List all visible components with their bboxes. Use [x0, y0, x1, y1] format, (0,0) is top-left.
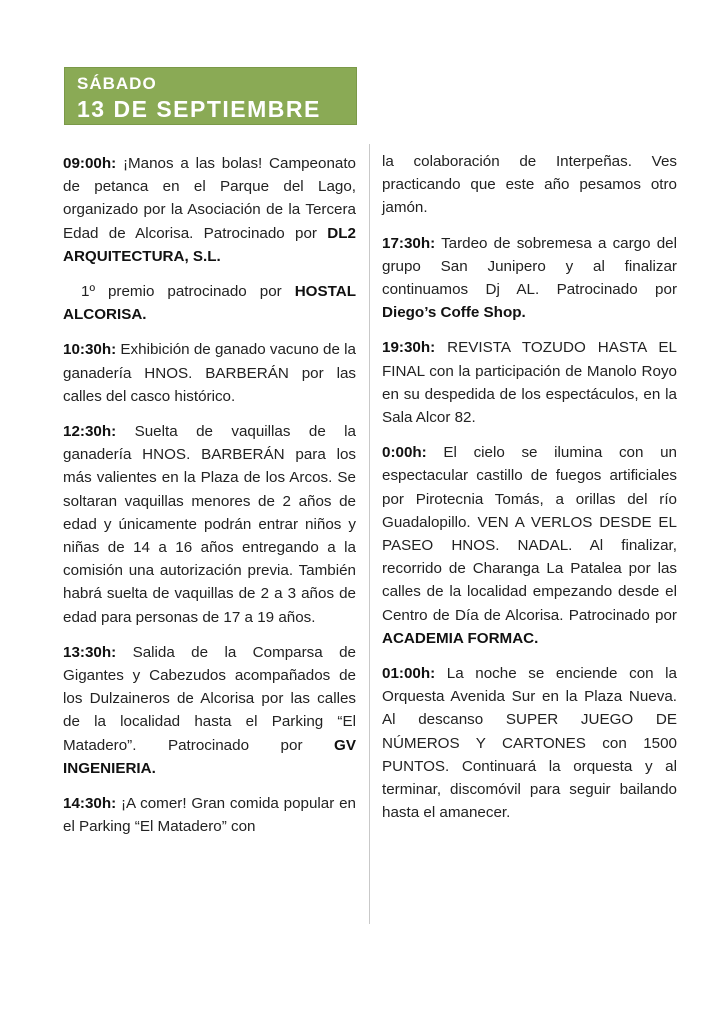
event-0100 — [382, 662, 677, 824]
event-0000 — [382, 441, 677, 650]
event-time: 0:00h: — [382, 444, 427, 462]
event-time: 10:30h: — [63, 341, 117, 359]
event-sponsor: Diego’s Coffe Shop. — [382, 304, 526, 322]
event-prize — [63, 280, 356, 326]
event-text: Salida de la Comparsa de Gigantes y Cabezudos acompañados de los Dulzaineros de Alcorisa por las calles de la localidad hasta el Parking “El Matadero”. Patrocinado por — [63, 643, 356, 754]
event-sponsor: DL2 ARQUITECTURA, S.L. — [63, 224, 356, 265]
event-text: REVISTA TOZUDO HASTA EL FINAL con la participación de Manolo Royo en su despedida de los espectáculos, en la Sala Alcor 82. — [382, 339, 677, 427]
left-column — [63, 152, 356, 850]
event-time: 14:30h: — [63, 795, 117, 813]
event-time: 09:00h: — [63, 155, 117, 172]
event-sponsor: HOSTAL ALCORISA. — [63, 283, 356, 324]
event-time: 17:30h: — [382, 234, 436, 252]
event-text: El cielo se ilumina con un espectacular castillo de fuegos artificiales por Pirotecnia Tomás, a orillas del río Guadalopillo. VEN A VERLOS DESDE EL PASEO HNOS. NADAL. Al finalizar, recorrido de Charanga La Patalea por las calles de la localidad empezando desde el Centro de Día de Alcorisa. Patrocinado por — [382, 444, 677, 624]
event-text: ¡Manos a las bolas! Campeonato de petanca en el Parque del Lago, organizado por la Asociación de la Tercera Edad de Alcorisa. Patrocinado por — [63, 155, 356, 242]
event-1230 — [63, 420, 356, 629]
event-sponsor: ACADEMIA FORMAC. — [382, 629, 539, 647]
event-text: Exhibición de ganado vacuno de la ganadería HNOS. BARBERÁN por las calles del casco histórico. — [63, 341, 356, 405]
event-time: 01:00h: — [382, 665, 436, 683]
event-1330 — [63, 641, 356, 780]
column-divider — [369, 144, 370, 924]
event-time: 12:30h: — [63, 423, 117, 441]
event-text: ¡A comer! Gran comida popular en el Parking “El Matadero” con — [63, 795, 356, 836]
event-0900 — [63, 152, 356, 268]
event-1030 — [63, 338, 356, 408]
event-sponsor: GV INGENIERIA. — [63, 736, 356, 777]
date-header — [64, 67, 357, 125]
event-text: Tardeo de sobremesa a cargo del grupo San Junipero y al finalizar continuamos Dj AL. Patrocinado por — [382, 234, 677, 299]
event-time: 19:30h: — [382, 339, 436, 357]
event-text: Suelta de vaquillas de la ganadería HNOS. BARBERÁN para los más valientes en la Plaza de los Arcos. Se soltaran vaquillas menores de 2 años de edad y únicamente podrán entrar niños y niñas de 14 a 16 años entregando a la comisión una autorización previa. También habrá suelta de vaquillas de 2 a 3 años de edad para personas de 17 a 19 años. — [63, 423, 356, 626]
event-1730 — [382, 232, 677, 325]
event-1930 — [382, 336, 677, 429]
event-1430-continued — [382, 150, 677, 220]
day-label: SÁBADO — [77, 74, 157, 93]
event-text: 1º premio patrocinado por — [81, 283, 295, 301]
date-label: 13 DE SEPTIEMBRE — [77, 96, 321, 122]
right-column — [382, 150, 677, 836]
event-1430 — [63, 792, 356, 838]
event-text: La noche se enciende con la Orquesta Avenida Sur en la Plaza Nueva. Al descanso SUPER JUEGO DE NÚMEROS Y CARTONES con 1500 PUNTOS. Continuará la orquesta y al terminar, discomóvil para seguir bailando hasta el amanecer. — [382, 665, 677, 822]
event-text: la colaboración de Interpeñas. Ves practicando que este año pesamos otro jamón. — [382, 153, 677, 217]
event-time: 13:30h: — [63, 643, 117, 661]
